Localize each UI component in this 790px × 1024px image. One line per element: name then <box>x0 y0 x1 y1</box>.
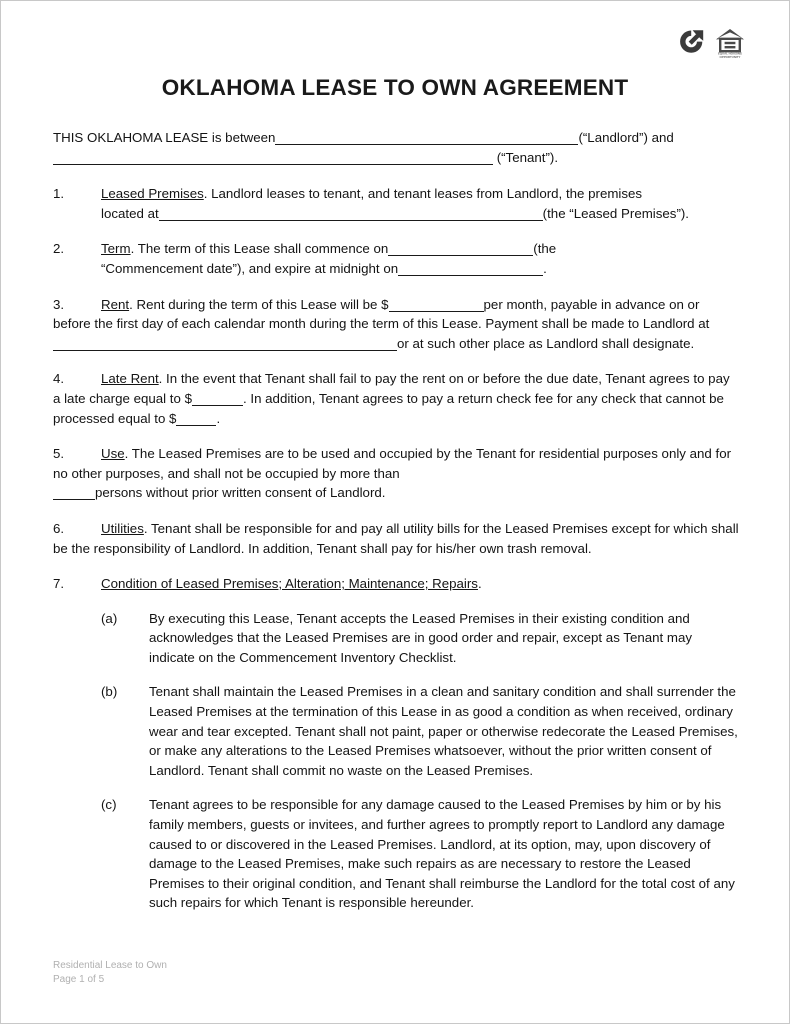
clause-1-number: 1. <box>53 186 65 202</box>
clause-6-text-a: . Tenant shall be responsible for and pay all utility bills for the Leased Premises except for which shall be the responsibility of Landlord. In addition, Tenant shall pay for his/her own trash removal. <box>53 520 739 556</box>
clause-3-heading: Rent <box>101 296 130 312</box>
expiration-date-blank[interactable] <box>398 262 543 276</box>
clause-7a-text: By executing this Lease, Tenant accepts the Leased Premises in their existing condition and acknowledges that the Leased Premises are in good order and repair, except as Tenant may indicate on the Commencement Inventory Checklist. <box>149 610 693 665</box>
clause-7-condition <box>53 574 739 594</box>
clause-1-line2 <box>53 204 739 224</box>
eho-text-line2: OPPORTUNITY <box>719 54 741 59</box>
premises-address-blank[interactable] <box>159 207 543 221</box>
clause-7a-letter: (a) <box>101 610 118 626</box>
clause-7-heading: Condition of Leased Premises; Alteration; Maintenance; Repairs <box>101 576 478 592</box>
clause-5-use <box>53 444 739 503</box>
clause-6-heading: Utilities <box>101 520 144 536</box>
clause-4-late-rent <box>53 369 739 428</box>
payment-address-blank[interactable] <box>53 337 397 351</box>
clause-7b-text: Tenant shall maintain the Leased Premises in a clean and sanitary condition and shall surrender the Leased Premises at the termination of this Lease in as good a condition as when received, ordinary wear and tear excepted. Tenant shall not paint, paper or otherwise redecorate the Leased Premises, or make any alterations to the Leased Premises whatsoever, without the prior written consent of Landlord. Tenant shall commit no waste on the Leased Premises. <box>149 684 738 778</box>
clause-3-number: 3. <box>53 296 65 312</box>
page-title: OKLAHOMA LEASE TO OWN AGREEMENT <box>161 75 629 100</box>
clause-7b-letter: (b) <box>101 684 118 700</box>
clause-5-text-b: persons without prior written consent of Landlord. <box>95 485 386 501</box>
intro-lead: THIS OKLAHOMA LEASE is between <box>53 130 276 145</box>
clause-6-utilities <box>53 519 739 558</box>
clause-5-number: 5. <box>53 446 65 462</box>
equal-housing-opportunity-icon <box>715 27 745 64</box>
clause-2-text-d: . <box>543 260 547 276</box>
clause-1-text-c: (the “Leased Premises”). <box>542 205 689 221</box>
clause-3-rent <box>53 295 739 354</box>
page-footer <box>53 959 167 986</box>
clause-1-heading: Leased Premises <box>101 186 204 202</box>
clause-2-text-a: . The term of this Lease shall commence on <box>130 241 389 257</box>
eho-text-line1: EQUAL HOUSING <box>717 51 743 56</box>
clause-7-subclause-b <box>53 682 739 780</box>
clause-4-heading: Late Rent <box>101 371 159 387</box>
clause-7-subclause-a <box>53 609 739 668</box>
clause-5-text-a: . The Leased Premises are to be used and occupied by the Tenant for residential purposes only and for no other purposes, and shall not be occupied by more than <box>53 446 732 481</box>
clause-1-text-a: . Landlord leases to tenant, and tenant leases from Landlord, the premises <box>203 186 643 202</box>
landlord-name-blank[interactable] <box>275 131 578 145</box>
clause-3-text-b: per month, payable in advance on or before the first day of each calendar month during the term of this Lease. Payment shall be made to Landlord at <box>53 296 710 332</box>
clause-4-text-c: . <box>216 410 221 426</box>
clause-4-text-a: . In the event that Tenant shall fail to pay the rent on or before the due date, Tenant agrees to pay a late charge equal to $ <box>53 371 730 406</box>
occupancy-count-blank[interactable] <box>53 486 95 500</box>
refresh-external-link-icon[interactable] <box>678 27 706 62</box>
clause-2-term <box>53 239 739 278</box>
intro-landlord-label: (“Landlord”) and <box>578 130 674 145</box>
clause-7-text-a: . <box>477 576 482 592</box>
clause-2-line2 <box>53 259 739 279</box>
intro-tenant-label: (“Tenant”). <box>496 149 559 165</box>
clause-4-number: 4. <box>53 371 65 387</box>
tenant-name-blank[interactable] <box>53 151 493 165</box>
clause-5-heading: Use <box>101 446 125 462</box>
clause-3-text-c: or at such other place as Landlord shall designate. <box>397 335 695 351</box>
clause-1-text-b: located at <box>101 205 159 221</box>
clause-7-number: 7. <box>53 576 65 592</box>
clause-7-subclause-c <box>53 795 739 913</box>
intro-paragraph <box>53 128 739 167</box>
clause-4-text-b: . In addition, Tenant agrees to pay a return check fee for any check that cannot be processed equal to $ <box>53 390 724 426</box>
document-body <box>53 128 739 913</box>
clause-6-number: 6. <box>53 520 65 536</box>
late-charge-amount-blank[interactable] <box>192 392 243 406</box>
clause-2-text-b: (the <box>533 241 557 257</box>
monthly-rent-amount-blank[interactable] <box>389 298 484 312</box>
clause-2-text-c: “Commencement date”), and expire at midnight on <box>101 260 399 276</box>
footer-page-number: Page 1 of 5 <box>53 973 105 985</box>
page-sheet <box>1 1 789 1023</box>
clause-1-leased-premises <box>53 184 739 223</box>
footer-doc-name: Residential Lease to Own <box>53 960 167 971</box>
clause-2-number: 2. <box>53 241 65 257</box>
clause-2-heading: Term <box>101 241 131 257</box>
commencement-date-blank[interactable] <box>388 242 533 256</box>
clause-7c-text: Tenant agrees to be responsible for any damage caused to the Leased Premises by him or by his family members, guests or invitees, and further agrees to promptly report to Landlord any damage caused to or discovered in the Leased Premises. Landlord, at its option, may, upon discovery of damage to the Leased Premises, make such repairs as are necessary to restore the Leased Premises to their original condition, and Tenant shall reimburse the Landlord for the total cost of any such repairs for which Tenant is responsible hereunder. <box>149 797 735 911</box>
header-logos <box>678 27 745 64</box>
returned-check-fee-blank[interactable] <box>176 412 216 426</box>
clause-7c-letter: (c) <box>101 797 117 813</box>
clause-3-text-a: . Rent during the term of this Lease will be $ <box>129 296 389 312</box>
